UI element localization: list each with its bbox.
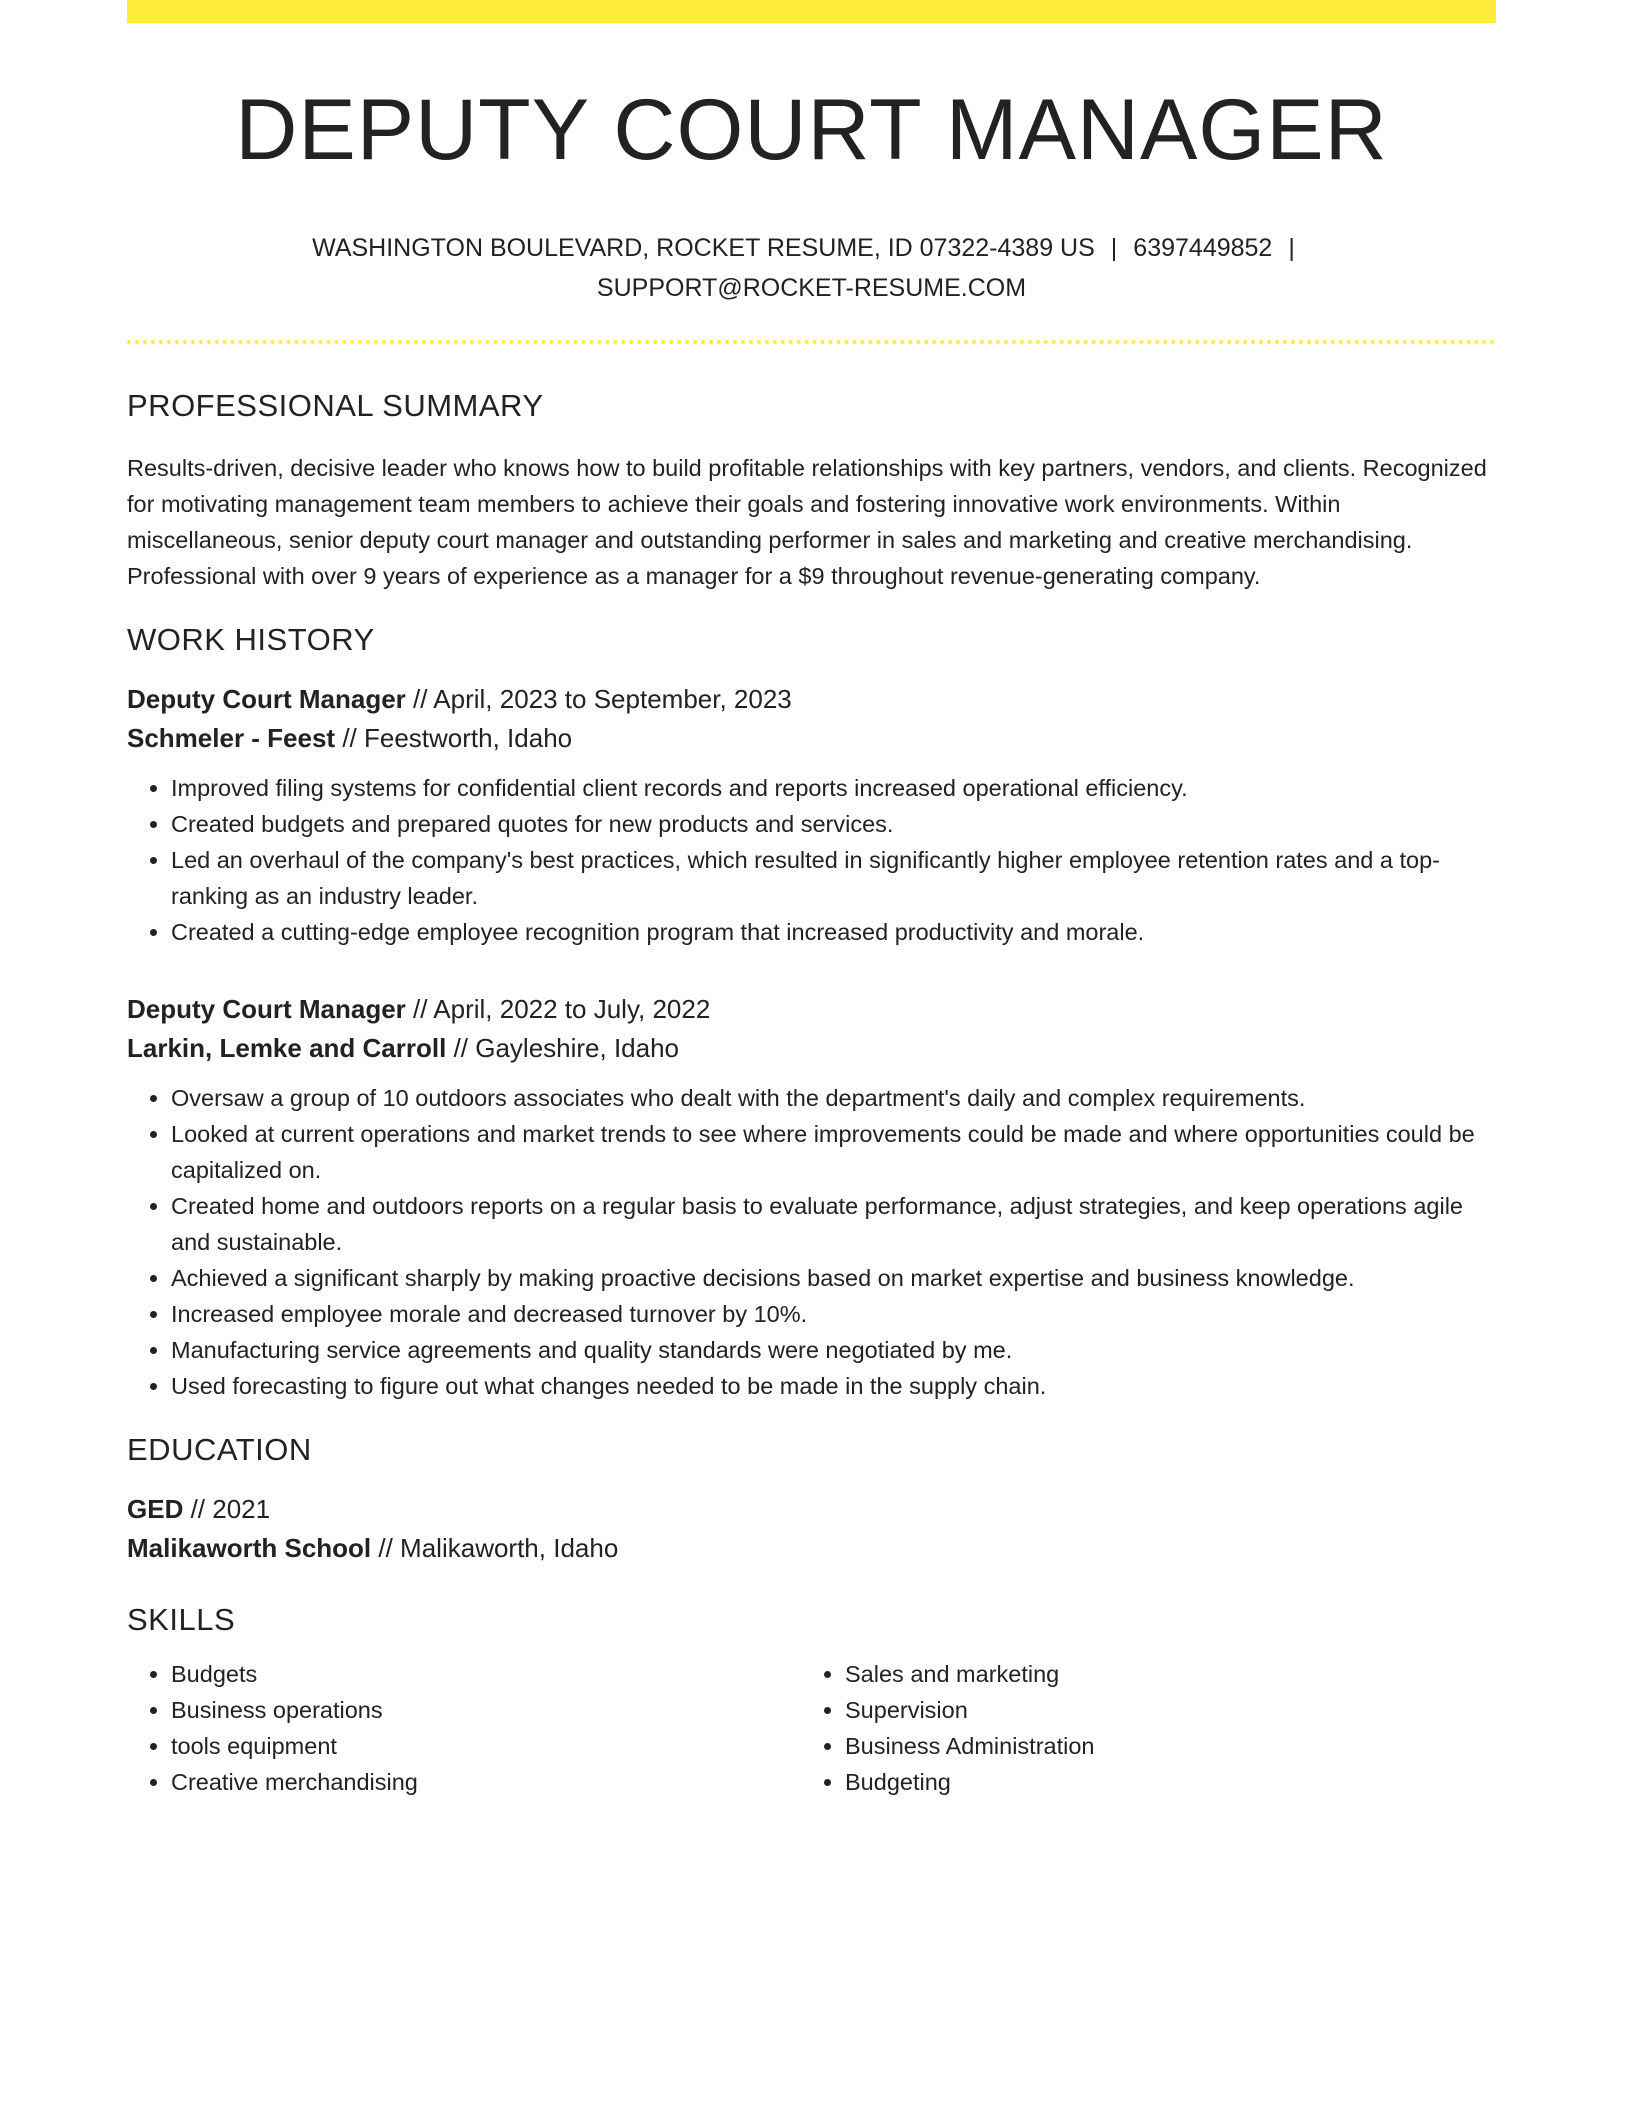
summary-text: Results-driven, decisive leader who knows how to build profitable relationships with key partners, vendors, and clients. Recognized for motivating management team members to achieve their goals and fostering innovative work environments. Within miscellaneous, senior deputy court manager and outstanding performer in sales and marketing and creative merchandising. Professional with over 9 years of experience as a manager for a $9 throughout revenue-generating company. xyxy=(127,454,1487,589)
list-item: • Business Administration xyxy=(845,1728,1445,1764)
list-item: • Oversaw a group of 10 outdoors associates who dealt with the department's daily and complex requirements. xyxy=(171,1080,1496,1116)
education-school-line xyxy=(127,1529,1496,1568)
job-role: Deputy Court Manager xyxy=(127,683,406,714)
list-item: • Used forecasting to figure out what changes needed to be made in the supply chain. xyxy=(171,1368,1496,1404)
contact-separator: | xyxy=(1110,233,1118,262)
list-item: • Created budgets and prepared quotes for new products and services. xyxy=(171,806,1496,842)
job-company: Schmeler - Feest xyxy=(127,722,336,753)
job-bullets xyxy=(127,770,1496,950)
summary-heading: PROFESSIONAL SUMMARY xyxy=(127,387,544,423)
list-item: • Created home and outdoors reports on a regular basis to evaluate performance, adjust strategies, and keep operations agile and sustainable. xyxy=(171,1188,1496,1260)
job-location: // Gayleshire, Idaho xyxy=(453,1032,680,1063)
education-entry xyxy=(127,1490,1496,1568)
list-item: • Sales and marketing xyxy=(845,1656,1445,1692)
skills-list-right xyxy=(801,1656,1445,1800)
list-item: • Supervision xyxy=(845,1692,1445,1728)
job-entry xyxy=(127,990,1496,1404)
list-item: • tools equipment xyxy=(171,1728,801,1764)
job-company: Larkin, Lemke and Carroll xyxy=(127,1032,447,1063)
list-item: • Increased employee morale and decreased turnover by 10%. xyxy=(171,1296,1496,1332)
contact-address: WASHINGTON BOULEVARD, ROCKET RESUME, ID 07322-4389 US xyxy=(312,233,1095,262)
dotted-divider xyxy=(127,340,1496,344)
list-item: • Manufacturing service agreements and quality standards were negotiated by me. xyxy=(171,1332,1496,1368)
contact-info xyxy=(302,228,1322,308)
skills-heading: SKILLS xyxy=(127,1601,236,1637)
list-item: • Creative merchandising xyxy=(171,1764,801,1800)
job-company-line xyxy=(127,1029,1496,1068)
list-item: • Improved filing systems for confidential client records and reports increased operational efficiency. xyxy=(171,770,1496,806)
job-bullets xyxy=(127,1080,1496,1404)
list-item: • Budgeting xyxy=(845,1764,1445,1800)
job-entry xyxy=(127,680,1496,950)
skills-list-left xyxy=(127,1656,801,1800)
education-degree: GED xyxy=(127,1493,184,1524)
skills-columns xyxy=(127,1656,1496,1800)
job-location: // Feestworth, Idaho xyxy=(342,722,573,753)
education-year: // 2021 xyxy=(190,1493,271,1524)
job-title-line xyxy=(127,990,1496,1029)
list-item: • Created a cutting-edge employee recognition program that increased productivity and morale. xyxy=(171,914,1496,950)
contact-phone[interactable]: 6397449852 xyxy=(1133,233,1273,262)
resume-name: DEPUTY COURT MANAGER xyxy=(235,82,1388,178)
job-dates: // April, 2022 to July, 2022 xyxy=(413,993,711,1024)
work-history-heading: WORK HISTORY xyxy=(127,621,375,657)
list-item: • Budgets xyxy=(171,1656,801,1692)
resume-page xyxy=(127,0,1496,1800)
list-item: • Achieved a significant sharply by making proactive decisions based on market expertise and business knowledge. xyxy=(171,1260,1496,1296)
education-degree-line xyxy=(127,1490,1496,1529)
job-role: Deputy Court Manager xyxy=(127,993,406,1024)
education-location: // Malikaworth, Idaho xyxy=(378,1532,619,1563)
accent-top-bar xyxy=(127,0,1496,23)
contact-email[interactable]: SUPPORT@ROCKET-RESUME.COM xyxy=(596,273,1027,302)
education-school: Malikaworth School xyxy=(127,1532,372,1563)
job-company-line xyxy=(127,719,1496,758)
list-item: • Looked at current operations and market trends to see where improvements could be made and where opportunities could be capitalized on. xyxy=(171,1116,1496,1188)
job-dates: // April, 2023 to September, 2023 xyxy=(413,683,792,714)
contact-separator: | xyxy=(1288,233,1295,262)
job-title-line xyxy=(127,680,1496,719)
education-heading: EDUCATION xyxy=(127,1431,312,1467)
list-item: • Business operations xyxy=(171,1692,801,1728)
list-item: • Led an overhaul of the company's best practices, which resulted in significantly higher employee retention rates and a top-ranking as an industry leader. xyxy=(171,842,1496,914)
